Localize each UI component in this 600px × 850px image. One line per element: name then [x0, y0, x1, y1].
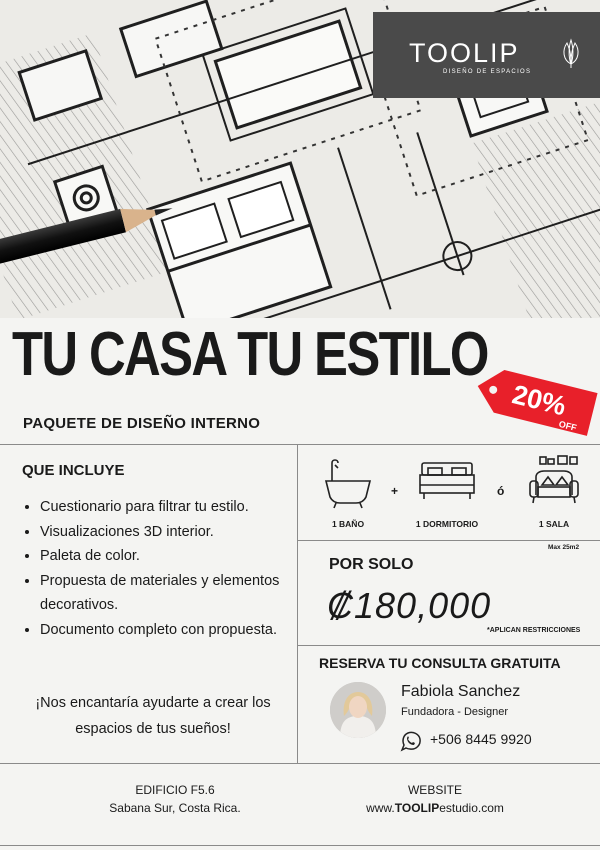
restrictions-note: *APLICAN RESTRICCIONES: [487, 627, 581, 634]
plus-symbol: +: [391, 484, 399, 498]
sofa-icon: [524, 455, 584, 511]
closing-message: ¡Nos encantaría ayudarte a crear los espacios de tus sueños!: [35, 695, 271, 737]
divider-footer: [0, 763, 600, 764]
list-item: • Cuestionario para filtrar tu estilo.: [40, 495, 310, 520]
divider-pricing: [298, 645, 600, 646]
avatar: [330, 682, 386, 738]
price-label: POR SOLO: [329, 556, 414, 573]
address-line1: EDIFICIO F5.6: [135, 783, 215, 797]
price-value: ₡180,000: [327, 585, 492, 626]
brand-logo-box: [373, 12, 600, 98]
website-prefix: www.: [366, 801, 395, 815]
amenity-living: [509, 455, 599, 529]
amenity-bedroom: [402, 455, 492, 529]
brand-tagline: DISEÑO DE ESPACIOS: [443, 69, 532, 75]
website-suffix: estudio.com: [439, 801, 504, 815]
divider-bottom: [0, 845, 600, 846]
list-item: • Paleta de color.: [40, 544, 310, 569]
list-item: • Visualizaciones 3D interior.: [40, 520, 310, 545]
includes-list: [20, 495, 310, 642]
lotus-flower-icon: [559, 38, 583, 68]
bathtub-icon: [322, 455, 374, 511]
divider-amenities: [298, 540, 600, 541]
contact-title: RESERVA TU CONSULTA GRATUITA: [319, 655, 561, 671]
contact-name: Fabiola Sanchez: [401, 683, 521, 700]
website-link[interactable]: [340, 799, 530, 817]
discount-off-label: OFF: [557, 418, 578, 433]
website-brand: TOOLIP: [394, 801, 440, 815]
amenity-label: 1 DORMITORIO: [415, 519, 479, 529]
contact-role: Fundadora - Designer: [401, 706, 509, 718]
list-item: • Documento completo con propuesta.: [40, 618, 310, 643]
amenity-label: 1 SALA: [538, 519, 570, 529]
amenity-bath: [303, 455, 393, 529]
address: [85, 781, 265, 817]
discount-percent: 20%: [509, 379, 569, 422]
brand-name: TOOLIP: [409, 38, 520, 68]
hero-floorplan-image: [0, 0, 600, 318]
subheadline: PAQUETE DE DISEÑO INTERNO: [23, 415, 261, 432]
list-item: • Propuesta de materiales y elementos decorativos.: [40, 569, 310, 618]
or-symbol: ó: [497, 484, 505, 498]
includes-title: QUE INCLUYE: [22, 462, 125, 479]
address-line2: Sabana Sur, Costa Rica.: [109, 801, 241, 815]
website-label: WEBSITE: [407, 783, 462, 797]
discount-tag: [468, 360, 600, 445]
max-area-note: Max 25m2: [548, 544, 580, 551]
divider-top: [0, 444, 600, 445]
website: [340, 781, 530, 817]
headline: TU CASA TU ESTILO: [12, 320, 488, 389]
contact-phone[interactable]: +506 8445 9920: [430, 731, 532, 747]
whatsapp-icon[interactable]: [398, 728, 424, 759]
bed-icon: [416, 455, 478, 511]
amenity-label: 1 BAÑO: [331, 519, 365, 529]
